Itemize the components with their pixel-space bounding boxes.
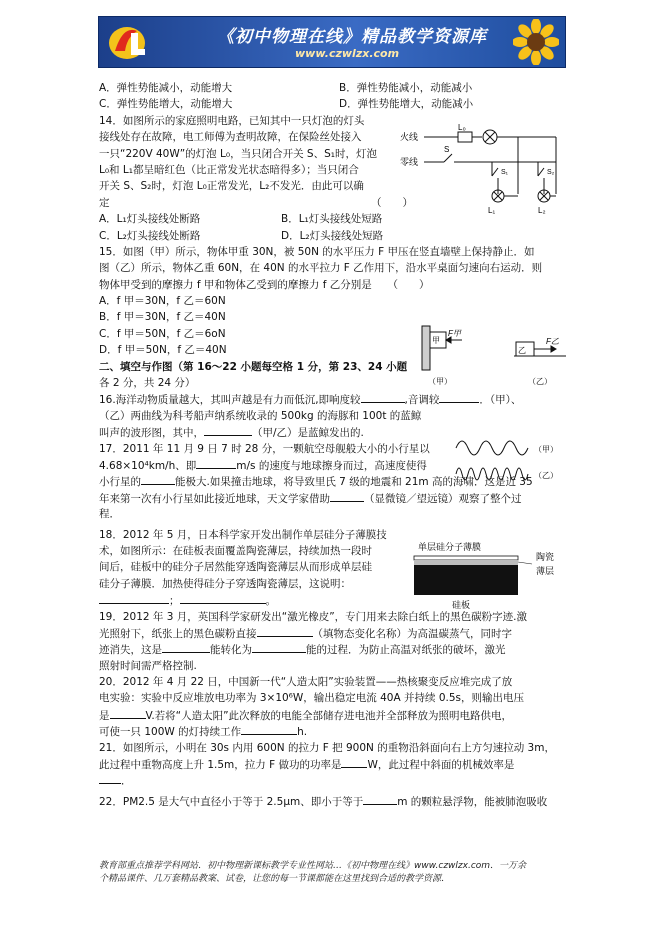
answer-blank[interactable] [252, 641, 306, 653]
banner-title: 《初中物理在线》精品教学资源库 [217, 27, 487, 47]
circuit-label-neutral: 零线 [400, 157, 419, 167]
q19-text: 能转化为 [210, 644, 252, 657]
q15-line: 物体甲受到的摩擦力 f 甲和物体乙受到的摩擦力 f 乙分别是 （ ） [99, 278, 430, 291]
q15-option-d: D．f 甲＝50N，f 乙＝40N [99, 344, 227, 357]
answer-blank[interactable] [141, 473, 175, 485]
circuit-label-live: 火线 [400, 132, 419, 142]
q19-text: 迹消失，这是 [99, 644, 162, 657]
q15-line: 图（乙）所示，物体乙重 60N，在 40N 的水平拉力 F 乙作用下，沿水平桌面匀速向右运动．则 [99, 262, 543, 275]
circuit-label-s2: S₂ [547, 169, 555, 176]
q21-text: W，此过程中斜面的机械效率是 [367, 759, 515, 772]
q16-text: 16.海洋动物质量越大，其叫声越是有力而低沉,即响度较 [99, 394, 361, 407]
q14-line: 定 [99, 196, 110, 209]
q14-line: 开关 S、S₂时，灯泡 L₀正常发光，L₂不发光．由此可以确 [99, 180, 364, 193]
section2-heading-cont: 各 2 分，共 24 分） [99, 377, 196, 390]
q16-line: （乙）两曲线为科考船声纳系统收录的 500kg 的海豚和 100t 的蓝鲸 [99, 409, 422, 422]
sunflower-icon [513, 19, 559, 65]
q22-text: m 的颗粒悬浮物，能被肺泡吸收 [397, 795, 548, 808]
q16-text: 叫声的波形图，其中， [99, 427, 204, 440]
q14-option-d: D．L₂灯头接线处短路 [281, 229, 384, 242]
q15-option-c: C．f 甲＝50N，f 乙＝6oN [99, 327, 226, 340]
waveform-yi [456, 468, 528, 480]
q14-options-row2 [99, 228, 569, 244]
q19-line [99, 641, 569, 657]
answer-blank[interactable] [257, 625, 313, 637]
answer-blank[interactable] [99, 592, 169, 604]
header-banner [98, 16, 566, 68]
answer-blank[interactable] [341, 756, 367, 768]
q15-line: 15．如图（甲）所示，物体甲重 30N，被 50N 的水平压力 F 甲压在竖直墙壁上保持静止．如 [99, 245, 535, 258]
q17-text: 4.68×10⁴km/h、即 [99, 459, 197, 472]
q19-line: 照射时间需严格控制. [99, 659, 197, 672]
q14-line: 接线处存在故障，电工师傅为查明故障，在保险丝处接入 [99, 131, 362, 144]
footer-line-1: 教育部重点推荐学科网站．初中物理新课标教学专业性网站…《初中物理在线》www.czwlzx.com．一万余 [99, 861, 527, 871]
q20-line: 电实验：实验中反应堆放电功率为 3×10⁶W，输出稳定电流 40A 并持续 0.5s，则输出电压 [99, 692, 524, 705]
label-ceramic-2: 薄层 [536, 566, 555, 576]
q20-line [99, 723, 569, 739]
block-jia-label: 甲 [432, 336, 440, 345]
q15-force-diagram [418, 322, 568, 388]
q19-text: （填物态变化名称）为高温碳蒸气，同时字 [312, 627, 512, 640]
circuit-label-l2: L₂ [538, 206, 546, 215]
q17-text: 小行星的 [99, 476, 141, 489]
q22-line [99, 793, 569, 809]
label-ceramic-1: 陶瓷 [536, 552, 555, 562]
q21-line [99, 756, 569, 772]
q18-silicon-figure [412, 540, 568, 610]
answer-blank[interactable] [99, 772, 121, 784]
q13-option-d: D．弹性势能增大，动能减小 [339, 98, 474, 111]
answer-blank[interactable] [439, 391, 479, 403]
label-silicon-film: 单层硅分子薄膜 [418, 542, 482, 552]
q17-text: （显微镜／望远镜）观察了整个过 [364, 492, 522, 505]
force-f-yi-label: F乙 [546, 337, 559, 346]
answer-blank[interactable] [162, 641, 210, 653]
q17-text: m/s 的速度与地球擦身而过，高速度使得 [236, 459, 427, 472]
answer-blank[interactable] [196, 457, 236, 469]
site-logo-icon [107, 21, 151, 63]
q18-line: 18．2012 年 5 月，日本科学家开发出制作单层硅分子薄膜技 [99, 528, 387, 541]
q14-line: L₀和 L₁都呈暗红色（比正常发光状态暗得多）；当只闭合 [99, 163, 359, 176]
q19-line [99, 625, 569, 641]
q14-option-c: C．L₂灯头接线处断路 [99, 229, 201, 242]
waveform-jia [456, 441, 528, 455]
answer-blank[interactable] [204, 424, 252, 436]
q21-line [99, 772, 569, 788]
q20-text: 可使一只 100W 的灯持续工作 [99, 726, 242, 739]
q14-option-a: A．L₁灯头接线处断路 [99, 213, 201, 226]
answer-blank[interactable] [110, 707, 146, 719]
q18-line: 术，如图所示：在硅板表面覆盖陶瓷薄层，持续加热一段时 [99, 544, 372, 557]
q18-text: 。 [265, 595, 276, 608]
q13-option-c: C．弹性势能增大，动能增大 [99, 98, 233, 111]
circuit-label-s1: S₁ [501, 169, 509, 176]
q17-line: 17．2011 年 11 月 9 日 7 时 28 分，一颗航空母舰般大小的小行星以 [99, 442, 430, 455]
answer-blank[interactable] [180, 592, 266, 604]
q15-option-a: A．f 甲＝30N，f 乙＝60N [99, 295, 226, 308]
q15-option-b: B．f 甲＝30N，f 乙＝40N [99, 311, 226, 324]
q19-line: 19．2012 年 3 月，英国科学家研发出“激光橡皮”，专门用来去除白纸上的黑色碳粉字迹.激 [99, 610, 527, 623]
q21-text: ． [121, 775, 132, 788]
answer-blank[interactable] [330, 490, 364, 502]
q20-text: V.若将“人造太阳”此次释放的电能全部储存进电池并全部释放为照明电路供电， [145, 709, 513, 722]
q21-text: 此过程中重物高度上升 1.5m，拉力 F 做功的功率是 [99, 759, 342, 772]
footer-line-2: 个精品课件、几万套精品教案、试卷，让您的每一节课都能在这里找到合适的教学资源． [99, 874, 451, 884]
q17-line: 程． [99, 508, 120, 521]
q17-text: 年来第一次有小行星如此接近地球，天文学家借助 [99, 492, 330, 505]
waveform-jia-label: （甲） [534, 445, 558, 454]
q14-circuit-diagram [398, 124, 568, 216]
q20-line [99, 707, 569, 723]
q16-text: （甲/乙）是蓝鲸发出的. [252, 427, 364, 440]
waveform-yi-label: （乙） [534, 471, 558, 480]
q13-option-a: A．弹性势能减小，动能增大 [99, 82, 233, 94]
circuit-label-s: S [444, 145, 450, 154]
q14-option-b: B．L₁灯头接线处短路 [281, 213, 383, 226]
circuit-label-l1: L₁ [488, 206, 496, 215]
q18-line: 硅分子薄膜．加热使得硅分子穿透陶瓷薄层，这说明： [99, 577, 351, 590]
q14-line: 14．如图所示的家庭照明电路，已知其中一只灯泡的灯头 [99, 114, 365, 127]
q16-waveform-figure [454, 432, 566, 486]
q13-options-row1 [99, 80, 569, 96]
q20-text: h. [297, 726, 308, 739]
banner-url[interactable]: www.czwlzx.com [295, 47, 400, 60]
q21-line: 21．如图所示，小明在 30s 内用 600N 的拉力 F 把 900N 的重物沿斜面向右上方匀速拉动 3m， [99, 741, 555, 754]
q20-line: 20．2012 年 4 月 22 日，中国新一代“人造太阳”实验装置——热核聚变反应堆完成了放 [99, 676, 513, 689]
section2-heading: 二、填空与作图（第 16～22 小题每空格 1 分，第 23、24 小题 [99, 360, 408, 373]
q14-line: 一只“220V 40W”的灯泡 L₀，当只闭合开关 S、S₁时，灯泡 [99, 147, 377, 160]
q19-text: 能的过程．为防止高温对纸张的破坏，激光 [306, 644, 506, 657]
q16-text: ．（甲）、 [479, 394, 522, 407]
circuit-label-l0: L₀ [458, 124, 466, 132]
answer-blank[interactable] [363, 793, 397, 805]
q14-answer-bracket: （ ） [371, 196, 413, 209]
q20-text: 是 [99, 709, 110, 722]
q22-text: 22．PM2.5 是大气中直径小于等于 2.5μm、即小于等于 [99, 795, 364, 808]
answer-blank[interactable] [361, 391, 405, 403]
q19-text: 光照射下，纸张上的黑色碳粉直接 [99, 627, 257, 640]
caption-jia: （甲） [428, 377, 452, 386]
caption-yi: （乙） [528, 377, 552, 386]
q17-text: 能极大.如果撞击地球，将导致里氏 7 级的地震和 21m 高的海啸．这是近 35 [175, 476, 533, 489]
label-silicon-board: 硅板 [452, 600, 471, 610]
answer-blank[interactable] [241, 723, 297, 735]
q18-text: ； [169, 595, 180, 608]
q18-line: 间后，硅板中的硅分子居然能穿透陶瓷薄层从而形成单层硅 [99, 561, 372, 574]
block-yi-label: 乙 [518, 346, 526, 355]
q13-options-row2 [99, 96, 569, 112]
q17-line [99, 490, 569, 506]
force-f-jia-label: F甲 [448, 329, 461, 338]
page-footer [99, 860, 569, 886]
q16-line [99, 391, 569, 407]
q16-text: ,音调较 [404, 394, 440, 407]
q13-option-b: B．弹性势能减小，动能减小 [339, 82, 473, 94]
